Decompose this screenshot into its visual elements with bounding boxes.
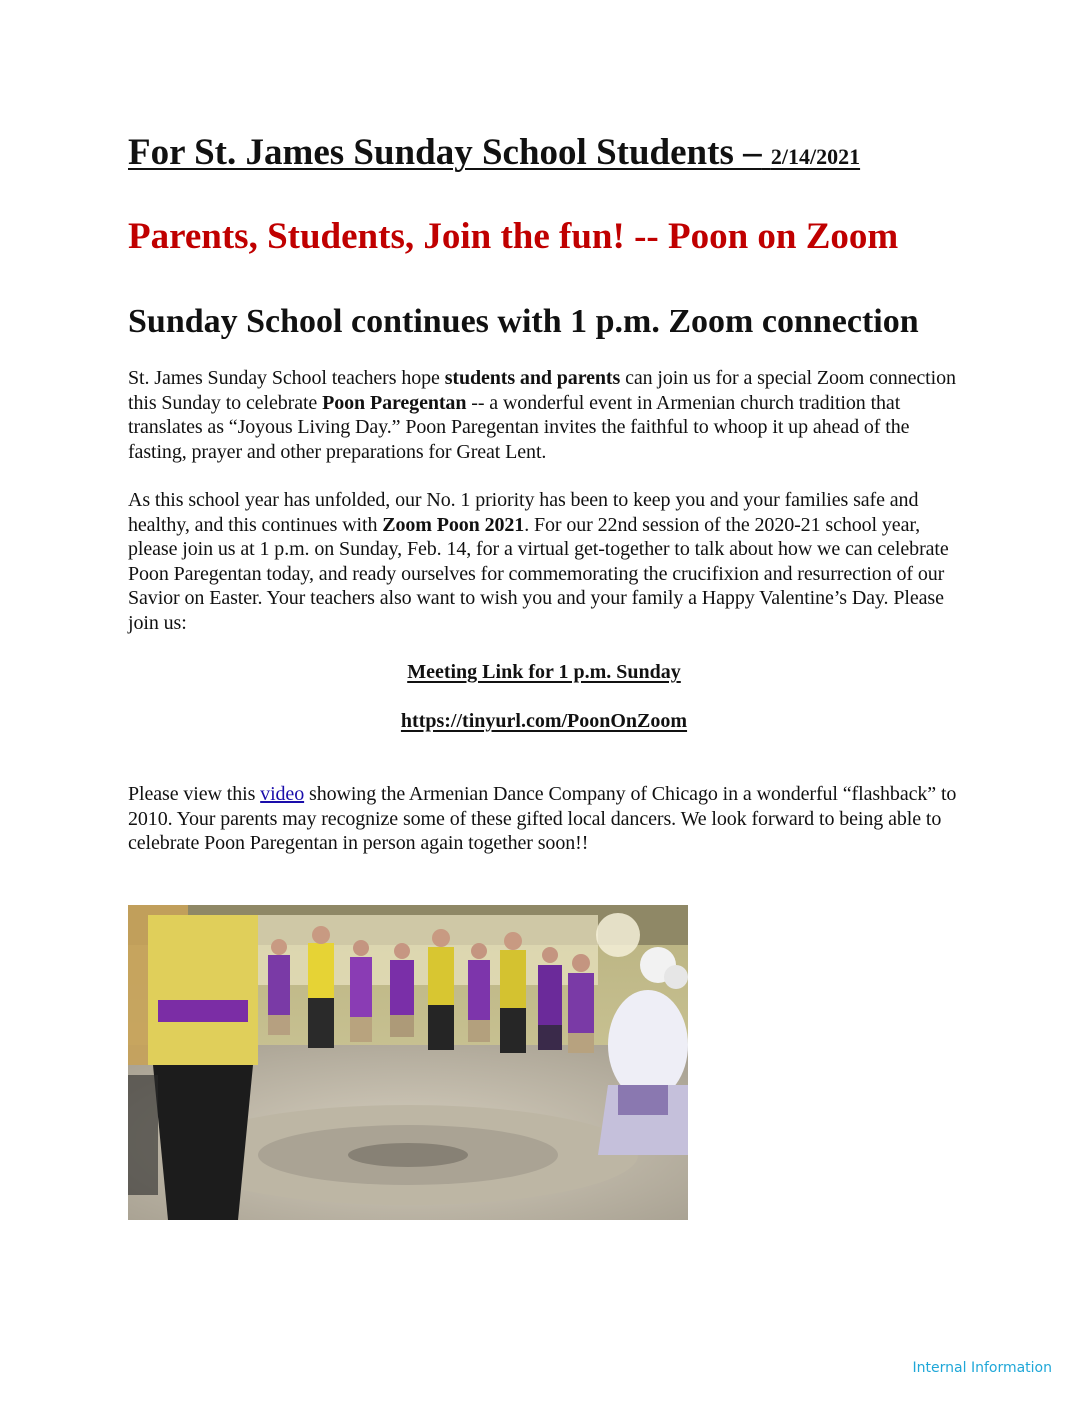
p2-text-a: As this school year has unfolded, our No. 1 priority has been to keep you and your families safe and healthy, and this continues with — [128, 489, 919, 536]
video-link[interactable]: video — [260, 783, 305, 805]
p1-bold-students-parents: students and parents — [444, 367, 621, 389]
meeting-link-label-text[interactable]: Meeting Link for 1 p.m. Sunday — [407, 661, 681, 683]
p3-text-a: Please view this — [128, 783, 261, 805]
p1-text-e: -- a wonderful event in Armenian church tradition that translates as “Joyous Living Day.” Poon Paregentan invites the faithful to whoop it up ahead of the fasting, prayer and other preparations for Great Lent. — [128, 391, 910, 463]
p2-bold-zoom-poon: Zoom Poon 2021 — [382, 513, 525, 536]
p2-text-c: . For our 22nd session of the 2020-21 school year, please join us at 1 p.m. on Sunday, Feb. 14, for a virtual get-together to talk about how we can celebrate Poon Paregentan today, and ready ourselves for commemorating the crucifixion and resurrection of our Savior on Easter. Your teachers also want to wish you and your family a Happy Valentine’s Day. Please join us: — [128, 513, 949, 634]
p1-bold-poon-paregentan: Poon Paregentan — [322, 391, 467, 414]
page-title — [128, 130, 860, 180]
red-heading: Parents, Students, Join the fun! -- Poon on Zoom — [128, 216, 899, 257]
school-year-paragraph — [128, 488, 963, 635]
meeting-link-label[interactable] — [128, 660, 960, 684]
title-date: 2/14/2021 — [770, 144, 861, 169]
p1-text-a: St. James Sunday School teachers hope — [128, 367, 445, 389]
meeting-url-link[interactable]: https://tinyurl.com/PoonOnZoom — [400, 710, 688, 732]
footer-classification: Internal Information — [912, 1360, 1052, 1376]
section-heading: Sunday School continues with 1 p.m. Zoom connection — [128, 303, 919, 340]
meeting-url[interactable] — [128, 709, 960, 733]
p3-text-b: showing the Armenian Dance Company of Chicago in a wonderful “flashback” to 2010. Your parents may recognize some of these gifted local dancers. We look forward to being able to celebrate Poon Paregentan in person again together soon!! — [128, 783, 957, 854]
title-text: For St. James Sunday School Students – — [128, 132, 762, 173]
video-paragraph — [128, 782, 963, 856]
intro-paragraph — [128, 366, 963, 464]
dance-photo — [128, 905, 688, 1220]
p1-text-c: can join us for a special Zoom connection this Sunday to celebrate — [128, 367, 956, 414]
